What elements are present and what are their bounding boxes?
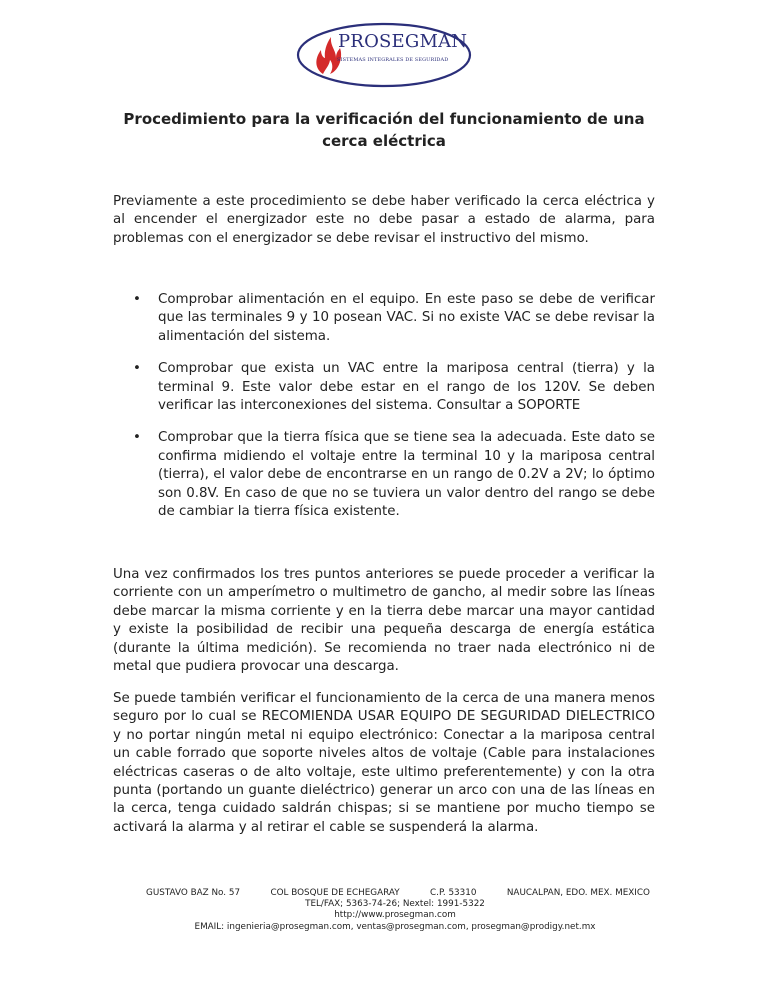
footer-address-line <box>100 888 690 899</box>
footer-colony: COL BOSQUE DE ECHEGARAY <box>270 888 400 898</box>
arc-test-paragraph: Se puede también verificar el funcionamiento de la cerca de una manera menos seguro por lo cual se RECOMIENDA USAR EQUIPO DE SEGURIDAD DIELECTRICO y no portar ningún metal ni equipo electrónico: Conectar a la mariposa central un cable forrado que soporte niveles altos de voltaje (Cable para instalaciones eléctricas caseras o de alto voltaje, este ultimo preferentemente) y con la otra punta (portando un guante dieléctrico) generar un arco con una de las líneas en la cerca, tenga cuidado saldrán chispas; si se mantiene por mucho tiempo se activará la alarma y al retirar el cable se suspenderá la alarma. <box>113 691 655 835</box>
logo-tagline: SISTEMAS INTEGRALES DE SEGURIDAD <box>337 57 449 63</box>
footer-website: http://www.prosegman.com <box>334 910 456 921</box>
list-item-text: Comprobar que la tierra física que se tiene sea la adecuada. Este dato se confirma midiendo el voltaje entre la terminal 10 y la mariposa central (tierra), el valor debe de encontrarse en un rango de 0.2V a 2V; lo óptimo son 0.8V. En caso de que no se tuviera un valor dentro del rango se debe de cambiar la tierra física existente. <box>158 430 655 520</box>
document-title: Procedimiento para la verificación del funcionamiento de una cerca eléctrica <box>123 110 645 150</box>
current-check-paragraph: Una vez confirmados los tres puntos anteriores se puede proceder a verificar la corriente con un amperímetro o multimetro de gancho, al medir sobre las líneas debe marcar la misma corriente y en la tierra debe marcar una mayor cantidad y existe la posibilidad de recibir una pequeña descarga de energía estática (durante la última medición). Se recomienda no traer nada electrónico ni de metal que pudiera provocar una descarga. <box>113 567 655 675</box>
list-item <box>113 429 655 521</box>
list-item-text: Comprobar alimentación en el equipo. En este paso se debe de verificar que las terminales 9 y 10 posean VAC. Si no existe VAC se debe revisar la alimentación del sistema. <box>158 292 655 344</box>
list-item <box>113 291 655 346</box>
footer-city: NAUCALPAN, EDO. MEX. MEXICO <box>506 888 650 898</box>
company-logo <box>296 22 472 88</box>
bullet-icon: • <box>133 361 141 377</box>
footer-phones: TEL/FAX; 5363-74-26; Nextel: 1991-5322 <box>305 899 485 910</box>
bullet-icon: • <box>133 430 141 446</box>
intro-paragraph: Previamente a este procedimiento se debe haber verificado la cerca eléctrica y al encender el energizador este no debe pasar a estado de alarma, para problemas con el energizador se debe revisar el instructivo del mismo. <box>113 194 655 246</box>
footer-postal-code: C.P. 53310 <box>430 888 477 898</box>
steps-list <box>113 291 655 535</box>
list-item <box>113 360 655 415</box>
footer-street: GUSTAVO BAZ No. 57 <box>146 888 241 898</box>
logo-brand-text: PROSEGMAN <box>338 31 468 52</box>
page-footer <box>100 888 690 933</box>
footer-emails: EMAIL: ingenieria@prosegman.com, ventas@prosegman.com, prosegman@prodigy.net.mx <box>194 921 596 932</box>
list-item-text: Comprobar que exista un VAC entre la mariposa central (tierra) y la terminal 9. Este valor debe estar en el rango de los 120V. Se deben verificar las interconexiones del sistema. Consultar a SOPORTE <box>158 361 655 414</box>
bullet-icon: • <box>133 292 141 307</box>
